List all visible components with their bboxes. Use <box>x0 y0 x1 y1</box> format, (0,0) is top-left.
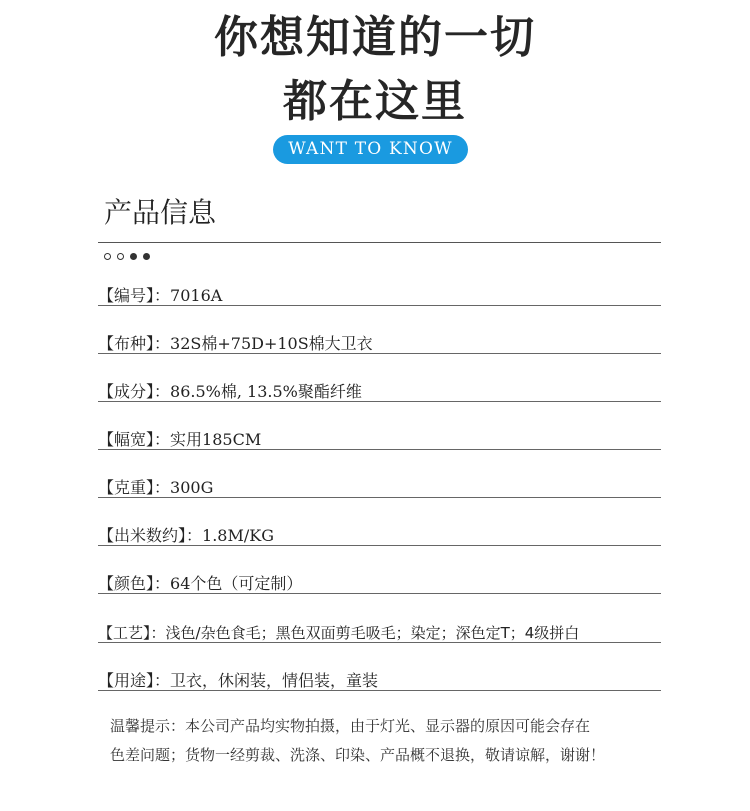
circle-filled-icon <box>143 253 150 260</box>
spec-label: 【克重】 <box>98 478 155 497</box>
headline-line-2: 都在这里 <box>283 76 467 127</box>
spec-label: 【出米数约】 <box>98 526 187 545</box>
headline-line-1: 你想知道的一切 <box>214 12 536 63</box>
spec-separator: ： <box>150 624 166 642</box>
spec-value: 86.5%棉, 13.5%聚酯纤维 <box>170 382 362 401</box>
row-divider <box>98 690 661 691</box>
spec-row-usage <box>98 670 661 718</box>
spec-label: 【工艺】 <box>98 624 151 642</box>
circle-outline-icon <box>117 253 124 260</box>
spec-separator: ： <box>154 382 171 401</box>
spec-value: 实用185CM <box>170 430 262 449</box>
spec-label: 【颜色】 <box>98 574 155 593</box>
spec-row-width <box>98 429 661 477</box>
spec-row-process <box>98 622 661 670</box>
circle-outline-icon <box>104 253 111 260</box>
want-to-know-badge: WANT TO KNOW <box>273 135 468 164</box>
spec-separator: ： <box>154 286 171 305</box>
row-divider <box>98 401 661 402</box>
spec-label: 【幅宽】 <box>98 430 155 449</box>
spec-separator: ： <box>154 671 171 690</box>
spec-row-colors <box>98 573 661 621</box>
spec-row-weight <box>98 477 661 525</box>
spec-value: 64个色（可定制） <box>170 574 303 593</box>
spec-separator: ： <box>154 334 171 353</box>
spec-row-fabric <box>98 333 661 381</box>
spec-label: 【布种】 <box>98 334 155 353</box>
row-divider <box>98 449 661 450</box>
row-divider <box>98 642 661 643</box>
spec-label: 【成分】 <box>98 382 155 401</box>
spec-label: 【编号】 <box>98 286 155 305</box>
spec-separator: ： <box>186 526 203 545</box>
circle-filled-icon <box>130 253 137 260</box>
spec-value: 1.8M/KG <box>202 526 274 545</box>
row-divider <box>98 593 661 594</box>
spec-value: 32S棉+75D+10S棉大卫衣 <box>170 334 373 353</box>
spec-row-number <box>98 285 661 333</box>
spec-separator: ： <box>154 478 171 497</box>
row-divider <box>98 353 661 354</box>
spec-value: 卫衣，休闲装，情侣装，童装 <box>170 671 379 690</box>
spec-value: 7016A <box>170 286 223 305</box>
spec-value: 300G <box>170 478 214 497</box>
row-divider <box>98 497 661 498</box>
spec-separator: ： <box>154 430 171 449</box>
section-title: 产品信息 <box>104 196 217 229</box>
spec-row-yield <box>98 525 661 573</box>
row-divider <box>98 305 661 306</box>
spec-label: 【用途】 <box>98 671 155 690</box>
decorative-dots <box>104 253 150 260</box>
row-divider <box>98 545 661 546</box>
notice-text <box>110 712 670 770</box>
section-title-divider <box>98 242 661 243</box>
spec-row-composition <box>98 381 661 429</box>
spec-separator: ： <box>154 574 171 593</box>
notice-line-1: 温馨提示：本公司产品均实物拍摄，由于灯光、显示器的原因可能会存在 <box>110 717 591 735</box>
notice-line-2: 色差问题；货物一经剪裁、洗涤、印染、产品概不退换，敬请谅解，谢谢！ <box>110 746 606 764</box>
spec-value: 浅色/杂色食毛；黑色双面剪毛吸毛；染定；深色定T；4级拼白 <box>165 624 580 642</box>
